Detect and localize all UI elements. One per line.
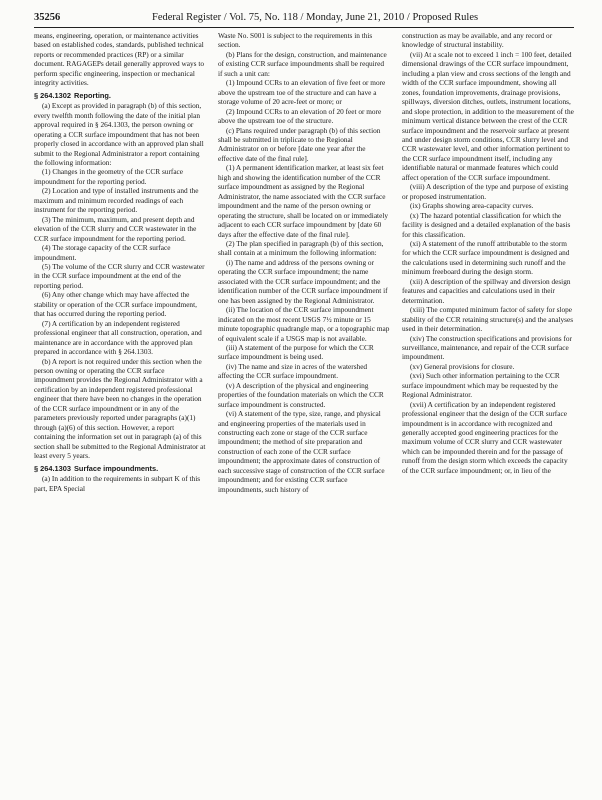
- text-column-2: [218, 31, 390, 793]
- paragraph: (vii) At a scale not to exceed 1 inch = 100 feet, detailed dimensional drawings of the CCR surface impoundment, including a plan view and cross sections of the length and width of the CCR surface impoundment, showing all zones, foundation improvements, drainage provisions, spillways, diversion ditches, outlets, instrument locations, and slope protection, in addition to the measurement of the minimum vertical distance between the crest of the CCR surface impoundment and the reservoir surface at present and under design storm conditions, CCR slurry level and CCR wastewater level, and other information pertinent to the CCR surface impoundment itself, including any identifiable natural or manmade features which could affect operation of the CCR surface impoundment.: [402, 49, 574, 182]
- paragraph: (1) Changes in the geometry of the CCR surface impoundment for the reporting period.: [34, 167, 184, 186]
- paragraph: (viii) A description of the type and purpose of existing or proposed instrumentation.: [402, 182, 569, 201]
- text-column-3: [402, 31, 574, 793]
- paragraph: (x) The hazard potential classification for which the facility is designed and a detailed explanation of the basis for this classification.: [402, 210, 571, 239]
- paragraph: (xv) General provisions for closure.: [410, 361, 515, 371]
- section-heading: [34, 91, 206, 101]
- paragraph: (ii) The location of the CCR surface impoundment indicated on the most recent USGS 7½ minute or 15 minute topographic quadrangle map, or a topographic map of equivalent scale if a USGS map is not available.: [218, 305, 390, 343]
- paragraph: (4) The storage capacity of the CCR surface impoundment.: [34, 243, 171, 262]
- paragraph: Waste No. S001 is subject to the requirements in this section.: [218, 31, 373, 50]
- paragraph: construction as may be available, and any record or knowledge of structural instability.: [402, 31, 553, 50]
- page-number: 35256: [34, 12, 61, 23]
- section-number: § 264.1302: [34, 90, 71, 100]
- paragraph: (ix) Graphs showing area-capacity curves.: [410, 201, 534, 211]
- text-columns: [34, 31, 574, 793]
- paragraph: (6) Any other change which may have affected the stability or operation of the CCR surface impoundment, that has occurred during the reporting period.: [34, 290, 197, 319]
- text-column-1: [34, 31, 206, 793]
- paragraph: (2) The plan specified in paragraph (b) of this section, shall contain at a minimum the following information:: [218, 238, 384, 258]
- header-divider: [34, 27, 574, 28]
- paragraph: (a) In addition to the requirements in subpart K of this part, EPA Special: [34, 474, 201, 493]
- paragraph: (iii) A statement of the purpose for which the CCR surface impoundment is being used.: [218, 342, 374, 362]
- paragraph: (2) Location and type of installed instruments and the maximum and minimum recorded readings of each instrument for the reporting period.: [34, 186, 199, 215]
- paragraph: (7) A certification by an independent registered professional engineer that all construction, operation, and maintenance are in accordance with the approved plan prepared in accordance with § 264.1303.: [34, 318, 202, 357]
- section-title: Reporting.: [74, 90, 111, 100]
- paragraph: (c) Plans required under paragraph (b) of this section shall be submitted in triplicate to the Regional Administrator on or before [date one year after the effective date of the final rule].: [218, 125, 381, 163]
- paragraph: (a) Except as provided in paragraph (b) of this section, every twelfth month following the date of the initial plan approval required in § 264.1303, the person owning or operating a CCR surface impoundment that has not been properly closed in accordance with an approved plan shall submit to the Regional Administrator a report containing the following information:: [34, 101, 204, 168]
- section-number: § 264.1303: [34, 463, 71, 473]
- paragraph: (xvii) A certification by an independent registered professional engineer that the design of the CCR surface impoundment is in accordance with recognized and generally accepted good engineering practices for the maximum volume of CCR slurry and CCR wastewater which can be impounded therein and for the passage of runoff from the design storm which exceeds the capacity of the CCR surface impoundment; or, in lieu of the: [402, 399, 568, 475]
- paragraph: (5) The volume of the CCR slurry and CCR wastewater in the CCR surface impoundment at the end of the reporting period.: [34, 262, 205, 290]
- publication-header: Federal Register / Vol. 75, No. 118 / Monday, June 21, 2010 / Proposed Rules: [152, 12, 479, 23]
- paragraph: (xi) A statement of the runoff attributable to the storm for which the CCR surface impoundment is designed and the calculations used in determining such runoff and the minimum freeboard during the design storm.: [402, 238, 570, 277]
- running-header: [34, 10, 574, 26]
- paragraph: (xiii) The computed minimum factor of safety for slope stability of the CCR retaining structure(s) and the analyses used in their determination.: [402, 305, 574, 334]
- paragraph: (xvi) Such other information pertaining to the CCR surface impoundment which may be requested by the Regional Administrator.: [402, 371, 560, 400]
- paragraph: (i) The name and address of the persons owning or operating the CCR surface impoundment; the name associated with the CCR surface impoundment; and the identification number of the CCR surface impoundment if one has been assigned by the Regional Administrator.: [218, 257, 388, 305]
- paragraph: (b) A report is not required under this section when the person owning or operating the CCR surface impoundment provides the Regional Administrator with a certification by an independent registered professional engineer that there have been no changes in the operation of the CCR surface impoundment or in any of the parameters previously reported under paragraphs (a)(1) through (a)(6) of this section. However, a report containing the information set out in paragraph (a) of this section shall be submitted to the Regional Administrator at least every 5 years.: [34, 356, 206, 461]
- section-heading: [34, 464, 206, 474]
- paragraph: (1) Impound CCRs to an elevation of five feet or more above the upstream toe of the structure and can have a storage volume of 20 acre-feet or more; or: [218, 78, 386, 107]
- paragraph: (xii) A description of the spillway and diversion design features and capacities and calculations used in their determination.: [402, 276, 571, 305]
- section-title: Surface impoundments.: [74, 463, 159, 473]
- paragraph: (v) A description of the physical and engineering properties of the foundation materials on which the CCR surface impoundment is constructed.: [218, 380, 384, 409]
- paragraph: (iv) The name and size in acres of the watershed affecting the CCR surface impoundment.: [218, 361, 368, 381]
- paragraph: (vi) A statement of the type, size, range, and physical and engineering properties of the materials used in constructing each zone or stage of the CCR surface impoundment; the method of site preparation and construction of each zone of the CCR surface impoundment; the approximate dates of construction of each successive stage of construction of the CCR surface impoundment; and for existing CCR surface impoundments, such history of: [218, 409, 385, 494]
- paragraph: (b) Plans for the design, construction, and maintenance of existing CCR surface impoundments shall be required if such a unit can:: [218, 49, 387, 78]
- paragraph: (2) Impound CCRs to an elevation of 20 feet or more above the upstream toe of the structure.: [218, 106, 382, 126]
- paragraph: (xiv) The construction specifications and provisions for surveillance, maintenance, and repair of the CCR surface impoundment.: [402, 333, 572, 362]
- paragraph: (3) The minimum, maximum, and present depth and elevation of the CCR slurry and CCR wastewater in the CCR surface impoundment for the reporting period.: [34, 214, 197, 243]
- paragraph: means, engineering, operation, or maintenance activities based on established codes, standards, published technical reports or recommended practices (RP) or a similar document. RAGAGEPs detail generally approved ways to perform specific engineering, inspection or mechanical integrity activities.: [34, 31, 205, 88]
- paragraph: (1) A permanent identification marker, at least six feet high and showing the identification number of the CCR surface impoundment as assigned by the Regional Administrator, the name associated with the CCR surface impoundment and the name of the person owning or operating the structure, shall be located on or immediately adjacent to each CCR surface impoundment by [date 60 days after the effective date of the final rule].: [218, 163, 389, 239]
